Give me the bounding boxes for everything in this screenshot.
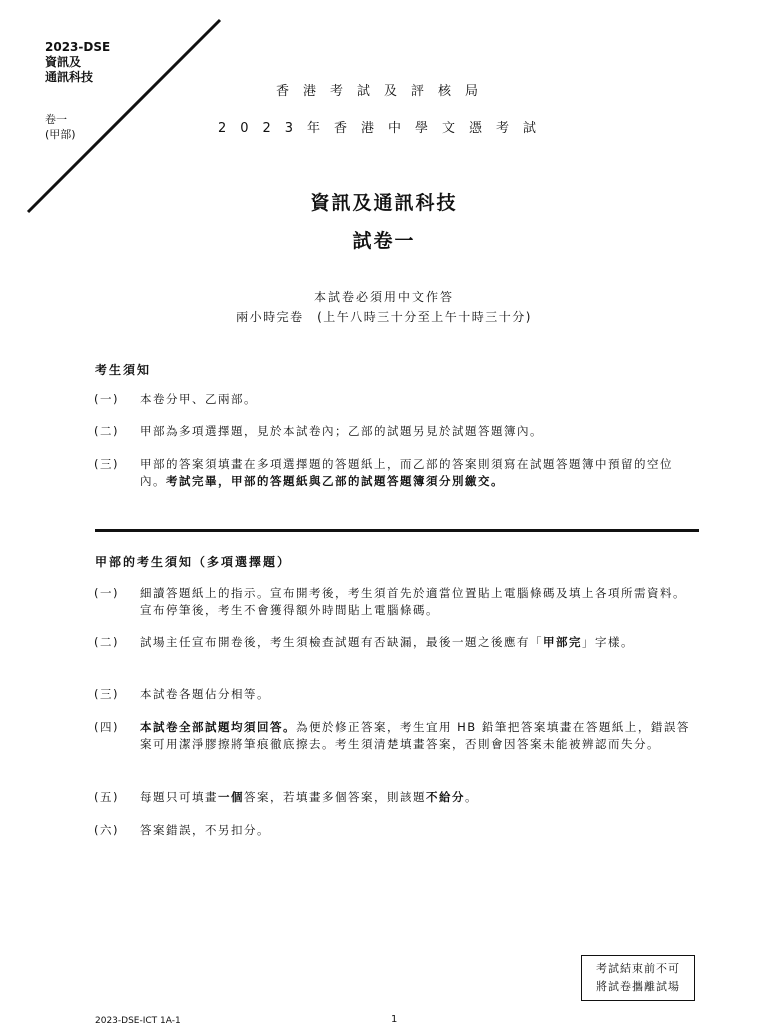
section-a-heading: 甲部的考生須知（多項選擇題） <box>95 555 292 569</box>
list-item <box>94 391 694 408</box>
item-number: (三) <box>94 457 119 471</box>
exam-duration: 兩小時完卷 (上午八時三十分至上午十時三十分) <box>236 310 532 324</box>
corner-section: (甲部) <box>45 128 76 141</box>
item-number: (四) <box>94 720 119 734</box>
item-number: (一) <box>94 586 119 600</box>
item-text-plain: 答案，若填畫多個答案，則該題 <box>244 790 426 804</box>
corner-subject-line2: 通訊科技 <box>45 70 94 84</box>
item-number: (一) <box>94 392 119 406</box>
item-text <box>140 634 694 651</box>
item-text-plain: 甲部的答案須填畫在多項選擇題的答題紙上，而乙部的答案則須寫在試題答題簿中預留的空位內。 <box>140 457 673 488</box>
list-item <box>94 456 694 490</box>
candidate-notes-heading: 考生須知 <box>95 363 152 377</box>
item-text: 答案錯誤，不另扣分。 <box>140 823 270 837</box>
footer-code: 2023-DSE-ICT 1A-1 <box>95 1016 181 1026</box>
item-text: 本試卷各題佔分相等。 <box>140 687 270 701</box>
list-item <box>94 686 694 703</box>
item-text <box>140 719 694 753</box>
item-text-bold: 一個 <box>218 790 244 804</box>
item-text-plain: 試場主任宣布開卷後，考生須檢查試題有否缺漏，最後一題之後應有「 <box>140 635 543 649</box>
item-text-plain: 為便於修正答案，考生宜用 HB 鉛筆把答案填畫在答題紙上，錯誤答案可用潔淨膠擦將筆痕徹底擦去。考生須清楚填畫答案，否則會因答案未能被辨認而失分。 <box>140 720 690 751</box>
list-item <box>94 634 694 651</box>
item-text-bold: 不給分 <box>426 790 465 804</box>
exam-name: 2023年香港中學文憑考試 <box>217 121 551 136</box>
authority-name: 香港考試及評核局 <box>275 84 492 99</box>
notice-line1: 考試結束前不可 <box>596 962 680 975</box>
item-text <box>140 789 694 806</box>
item-text: 甲部為多項選擇題，見於本試卷內；乙部的試題另見於試題答題簿內。 <box>140 424 543 438</box>
item-text-plain: 。 <box>465 790 478 804</box>
subject-title: 資訊及通訊科技 <box>310 192 458 214</box>
diagonal-stripe <box>0 0 230 220</box>
item-text: 本卷分甲、乙兩部。 <box>140 392 257 406</box>
language-requirement: 本試卷必須用中文作答 <box>313 290 454 304</box>
list-item <box>94 423 694 440</box>
item-number: (五) <box>94 790 119 804</box>
list-item <box>94 719 694 753</box>
item-number: (三) <box>94 687 119 701</box>
list-item <box>94 789 694 806</box>
item-text <box>140 456 694 490</box>
list-item <box>94 585 694 619</box>
item-number: (二) <box>94 635 119 649</box>
exam-code: 2023-DSE <box>45 40 111 54</box>
section-divider <box>95 529 699 532</box>
item-text-bold: 甲部完 <box>543 635 582 649</box>
item-text-bold: 考試完畢，甲部的答題紙與乙部的試題答題簿須分別繳交。 <box>166 474 504 488</box>
corner-paper: 卷一 <box>45 113 67 126</box>
item-number: (六) <box>94 823 119 837</box>
list-item <box>94 822 694 839</box>
exam-notice-box <box>581 955 695 1001</box>
corner-subject-line1: 資訊及 <box>45 55 82 69</box>
item-text-plain: 每題只可填畫 <box>140 790 218 804</box>
notice-line2: 將試卷攜離試場 <box>596 980 680 993</box>
page-number: 1 <box>391 1014 398 1025</box>
item-number: (二) <box>94 424 119 438</box>
paper-title: 試卷一 <box>352 230 416 252</box>
item-text: 細讀答題紙上的指示。宣布開考後，考生須首先於適當位置貼上電腦條碼及填上各項所需資料。宣布停筆後，考生不會獲得額外時間貼上電腦條碼。 <box>140 586 686 617</box>
item-text-plain: 」字樣。 <box>582 635 634 649</box>
item-text-bold: 本試卷全部試題均須回答。 <box>140 720 296 734</box>
